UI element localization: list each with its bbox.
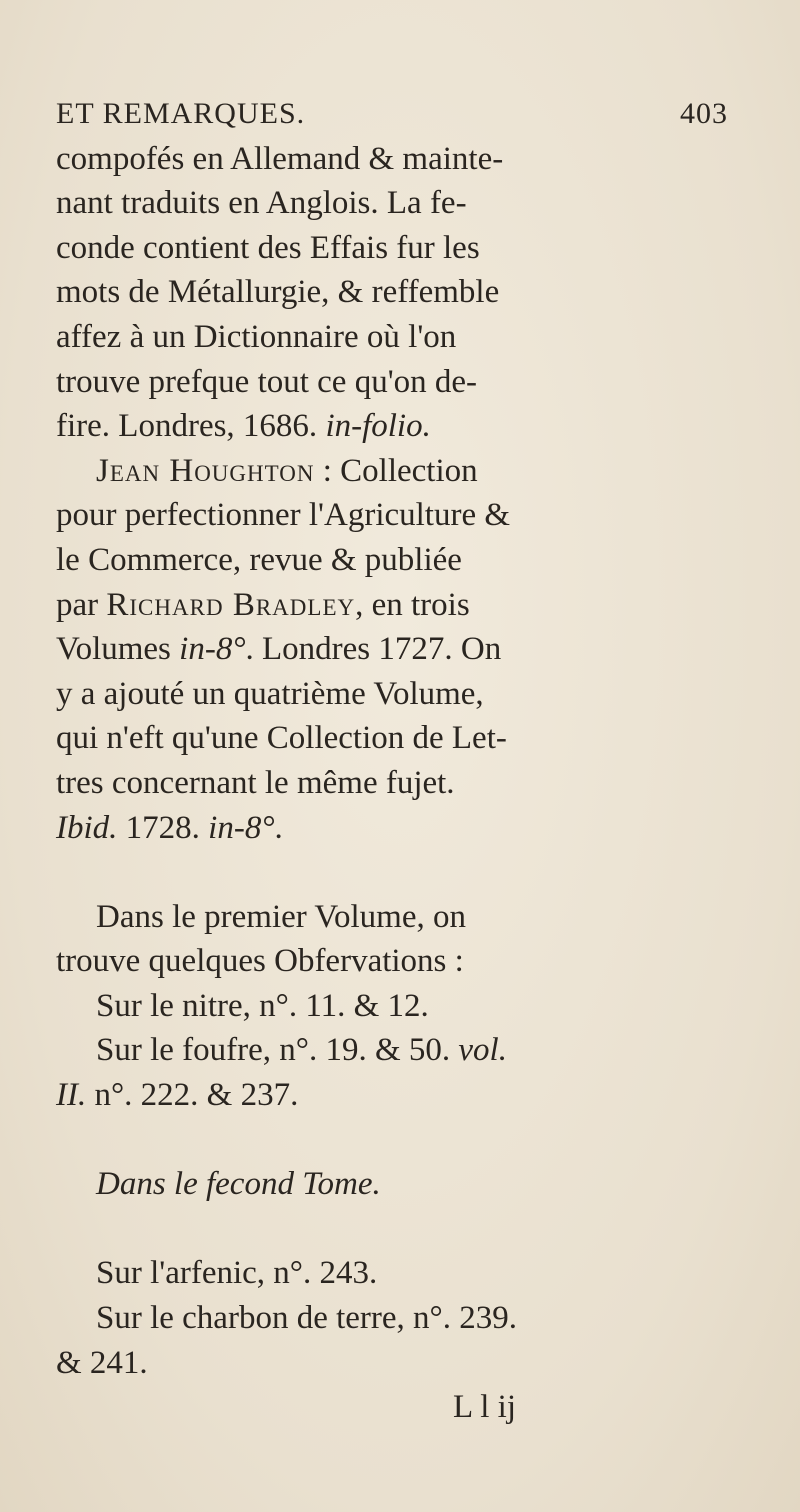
- signature-mark: L l ij: [453, 1389, 516, 1426]
- section-heading: Dans le fecond Tome.: [96, 1166, 381, 1203]
- text-span: Sur le foufre, n°. 19. & 50.: [96, 1032, 459, 1069]
- text-line: Sur l'arfenic, n°. 243.: [96, 1255, 378, 1292]
- spacer: [56, 850, 746, 895]
- text-line: [56, 1028, 746, 1073]
- format-italic: Ibid.: [56, 809, 118, 846]
- text-line: [56, 583, 746, 628]
- text-line: pour perfectionner l'Agriculture &: [56, 497, 511, 534]
- text-line: Sur le nitre, n°. 11. & 12.: [96, 987, 429, 1024]
- format-italic: in-folio.: [325, 408, 431, 445]
- text-line: conde contient des Effais fur les: [56, 229, 480, 266]
- text-span: , en trois: [355, 586, 470, 623]
- text-line: compofés en Allemand & mainte-: [56, 140, 504, 177]
- text-line: qui n'eft qu'une Collection de Let-: [56, 720, 507, 757]
- text-line: [56, 1073, 746, 1118]
- text-span: . Londres 1727. On: [245, 631, 502, 668]
- format-italic: II.: [56, 1077, 87, 1114]
- text-line: [56, 806, 746, 851]
- running-header: [56, 92, 746, 137]
- text-line: mots de Métallurgie, & reffemble: [56, 274, 500, 311]
- text-line: nant traduits en Anglois. La fe-: [56, 185, 467, 222]
- text-line: & 241.: [56, 1344, 148, 1381]
- text-span: : Collection: [314, 452, 478, 489]
- format-italic: vol.: [458, 1032, 507, 1069]
- spacer: [56, 1207, 746, 1252]
- text-span: fire. Londres, 1686.: [56, 408, 326, 445]
- text-line: tres concernant le même fujet.: [56, 764, 455, 801]
- author-name: Richard Bradley: [106, 586, 356, 623]
- text-line: [56, 404, 746, 449]
- text-line: trouve quelques Obfervations :: [56, 943, 464, 980]
- text-span: Volumes: [56, 631, 180, 668]
- text-line: trouve prefque tout ce qu'on de-: [56, 363, 478, 400]
- text-line: Dans le premier Volume, on: [96, 898, 466, 935]
- spacer: [56, 1118, 746, 1163]
- text-line: Sur le charbon de terre, n°. 239.: [96, 1300, 517, 1337]
- text-line: y a ajouté un quatrième Volume,: [56, 675, 484, 712]
- text-line: [56, 627, 746, 672]
- text-line: le Commerce, revue & publiée: [56, 541, 462, 578]
- page-text: [56, 92, 746, 1430]
- format-italic: in-8°: [208, 809, 275, 846]
- text-line: affez à un Dictionnaire où l'on: [56, 318, 457, 355]
- text-line: [56, 449, 746, 494]
- running-head: ET REMARQUES.: [56, 97, 306, 130]
- text-span: 1728.: [117, 809, 209, 846]
- text-span: n°. 222. & 237.: [86, 1077, 299, 1114]
- author-name: Jean Houghton: [96, 452, 315, 489]
- format-italic: in-8°: [179, 631, 246, 668]
- text-span: par: [56, 586, 107, 623]
- text-span: .: [274, 809, 283, 846]
- page-number: 403: [680, 97, 728, 130]
